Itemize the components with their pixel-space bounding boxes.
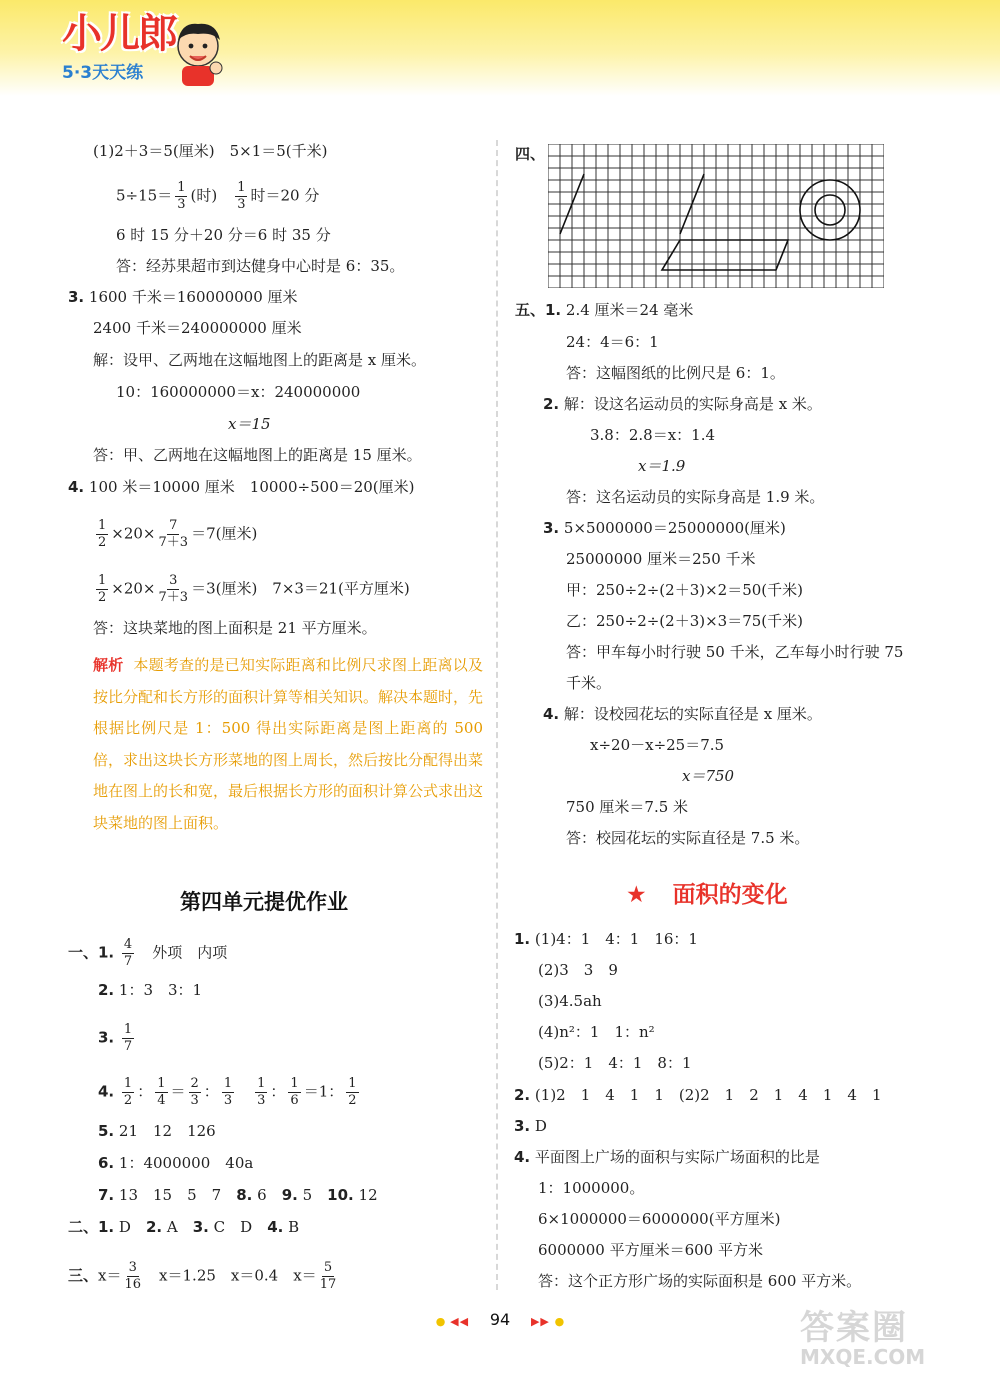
text-line: 3. D xyxy=(514,1117,547,1135)
explanation-tag: 解析 xyxy=(93,656,124,674)
section-title: ★ 面积的变化 xyxy=(626,882,788,908)
text-line: 2. (1)2 1 4 1 1 (2)2 1 2 1 4 1 4 1 xyxy=(514,1086,882,1104)
fraction: $\frac{4}{7}$ xyxy=(123,937,133,969)
text-line: 3.8：2.8＝x：1.4 xyxy=(590,426,716,444)
fraction: $\frac{1}{2}$ xyxy=(348,1076,357,1108)
text-line: 10：160000000＝x：240000000 xyxy=(116,383,361,401)
watermark-logo: 答案圈 xyxy=(800,1308,908,1348)
fraction: $\frac{1}{4}$ xyxy=(157,1076,166,1108)
fraction: $\frac{1}{7}$ xyxy=(123,1022,133,1054)
text-line: 答：校园花坛的实际直径是 7.5 米。 xyxy=(566,829,810,847)
text-line: 答：甲车每小时行驶 50 千米，乙车每小时行驶 75 xyxy=(566,643,904,661)
watermark xyxy=(800,1300,995,1372)
text-line: 3. $\frac{1}{7}$ xyxy=(98,1022,133,1054)
text-line: 答：经苏果超市到达健身中心时是 6：35。 xyxy=(116,257,405,275)
text-line: 二、1. D 2. A 3. C D 4. B xyxy=(68,1218,300,1236)
text-line: 2. 1：3 3：1 xyxy=(98,981,203,999)
brand-name: 小儿郎 xyxy=(62,11,176,57)
text-line: 答：这名运动员的实际身高是 1.9 米。 xyxy=(566,488,825,506)
dot-icon: ● xyxy=(554,1315,565,1328)
prev-arrow-icon: ◀◀ xyxy=(450,1315,470,1328)
text-line: 6 时 15 分＋20 分＝6 时 35 分 xyxy=(116,226,331,244)
text-line: 乙：250÷2÷(2＋3)×3＝75(千米) xyxy=(566,612,804,630)
fraction: $\frac{1}{3}$ xyxy=(177,180,186,212)
next-arrow-icon: ▶▶ xyxy=(530,1315,550,1328)
text-line: 3. 1600 千米＝160000000 厘米 xyxy=(68,288,298,306)
text-line: 5÷15＝ $\frac{1}{3}$ (时) $\frac{1}{3}$ 时＝20 分 xyxy=(116,180,320,212)
text-line: 千米。 xyxy=(566,674,612,692)
text-line: (2)3 3 9 xyxy=(538,961,618,979)
fraction: $\frac{1}{3}$ xyxy=(257,1076,266,1108)
text-line: 五、1. 2.4 厘米＝24 毫米 xyxy=(515,301,694,319)
text-line: 三、x＝ $\frac{3}{16}$ x＝1.25 x＝0.4 x＝ $\frac{5}{17}$ xyxy=(68,1260,337,1292)
text-line: 4. 100 米＝10000 厘米 10000÷500＝20(厘米) xyxy=(68,478,415,496)
text-line: 6×1000000＝6000000(平方厘米) xyxy=(538,1210,781,1228)
question-label: 四、 xyxy=(515,145,546,163)
text-line: 4. 解：设校园花坛的实际直径是 x 厘米。 xyxy=(543,705,822,723)
text-line: x＝15 xyxy=(228,415,271,433)
outer-circle-shape xyxy=(800,180,860,240)
text-line: (5)2：1 4：1 8：1 xyxy=(538,1054,692,1072)
text-line: 答：这块菜地的图上面积是 21 平方厘米。 xyxy=(93,619,377,637)
brand-subtitle: 5·3天天练 xyxy=(62,63,144,83)
text-line: 1：1000000。 xyxy=(538,1179,645,1197)
text-line: $\frac{1}{2}$ ×20× $\frac{7}{7+3}$ ＝7(厘米) xyxy=(98,518,258,550)
page-number: 94 xyxy=(489,1310,511,1329)
text-line: 25000000 厘米＝250 千米 xyxy=(566,550,756,568)
explanation-text: 本题考查的是已知实际距离和比例尺求图上距离以及按比分配和长方形的面积计算等相关知识。解决本题时，先根据比例尺是 1：500 得出实际距离是图上距离的 500 倍，求出这块长方形菜地的图上周长，然后按比分配得出菜地在图上的长和宽，最后根据长方形的面积计算公式求出这块菜地的图上面积。 xyxy=(93,656,484,832)
text-line: 2. 解：设这名运动员的实际身高是 x 米。 xyxy=(543,395,822,413)
star-icon: ★ xyxy=(626,882,647,908)
text-line: (4)n²：1 1：n² xyxy=(538,1023,655,1041)
dot-icon: ● xyxy=(435,1315,446,1328)
fraction: $\frac{1}{3}$ xyxy=(237,180,246,212)
fraction: $\frac{1}{3}$ xyxy=(223,1076,233,1108)
text-line: x＝750 xyxy=(682,767,735,785)
text-line: 24：4＝6：1 xyxy=(566,333,659,351)
text-line: 750 厘米＝7.5 米 xyxy=(566,798,689,816)
fraction: $\frac{1}{6}$ xyxy=(290,1076,299,1108)
text-line: 1. (1)4：1 4：1 16：1 xyxy=(514,930,698,948)
fraction: $\frac{1}{2}$ xyxy=(98,518,107,550)
text-line: 2400 千米＝240000000 厘米 xyxy=(93,319,302,337)
text-line: 4. 平面图上广场的面积与实际广场面积的比是 xyxy=(514,1148,820,1166)
drawing-grid xyxy=(548,144,884,288)
text-line: x÷20－x÷25＝7.5 xyxy=(590,736,725,754)
fraction: $\frac{2}{3}$ xyxy=(190,1076,199,1108)
text-line: 7. 13 15 5 7 8. 6 9. 5 10. 12 xyxy=(98,1186,378,1204)
fraction: $\frac{1}{2}$ xyxy=(123,1076,133,1108)
explanation-block xyxy=(93,650,483,840)
fraction: $\frac{7}{7+3}$ xyxy=(158,518,189,550)
text-line: 答：这幅图纸的比例尺是 6：1。 xyxy=(566,364,785,382)
parallelogram-shape xyxy=(662,240,788,270)
text-line: 甲：250÷2÷(2＋3)×2＝50(千米) xyxy=(566,581,804,599)
text-line: (3)4.5ah xyxy=(538,992,602,1010)
watermark-url: MXQE.COM xyxy=(800,1345,926,1369)
brand-logo xyxy=(62,11,176,83)
column-divider xyxy=(496,140,498,1290)
fraction: $\frac{3}{16}$ xyxy=(124,1260,142,1292)
text-line: 答：甲、乙两地在这幅地图上的距离是 15 厘米。 xyxy=(93,446,422,464)
section-title: 第四单元提优作业 xyxy=(180,890,348,914)
fraction: $\frac{1}{2}$ xyxy=(98,573,107,605)
fraction: $\frac{5}{17}$ xyxy=(319,1260,337,1292)
text-line: 6000000 平方厘米＝600 平方米 xyxy=(538,1241,763,1259)
text-line: 3. 5×5000000＝25000000(厘米) xyxy=(543,519,786,537)
text-line: 5. 21 12 126 xyxy=(98,1122,216,1140)
mascot-illustration xyxy=(168,18,228,88)
text-line: (1)2＋3＝5(厘米) 5×1＝5(千米) xyxy=(93,142,328,160)
text-line: 答：这个正方形广场的实际面积是 600 平方米。 xyxy=(538,1272,862,1290)
text-line: 解：设甲、乙两地在这幅地图上的距离是 x 厘米。 xyxy=(93,351,426,369)
text-line: 6. 1：4000000 40a xyxy=(98,1154,254,1172)
text-line: $\frac{1}{2}$ ×20× $\frac{3}{7+3}$ ＝3(厘米) 7×3＝21(平方厘米) xyxy=(98,573,410,605)
inner-circle-shape xyxy=(815,195,845,225)
text-line: 4. $\frac{1}{2}$ ： $\frac{1}{4}$ ＝ $\frac{2}{3}$ ： $\frac{1}{3}$ $\frac{1}{3}$ ： $\frac{1}{6}$ ＝1： $\frac{1}{2}$ xyxy=(98,1076,357,1108)
text-line: x＝1.9 xyxy=(638,457,686,475)
fraction: $\frac{3}{7+3}$ xyxy=(158,573,189,605)
text-line: 一、1. $\frac{4}{7}$ 外项 内项 xyxy=(68,937,228,969)
